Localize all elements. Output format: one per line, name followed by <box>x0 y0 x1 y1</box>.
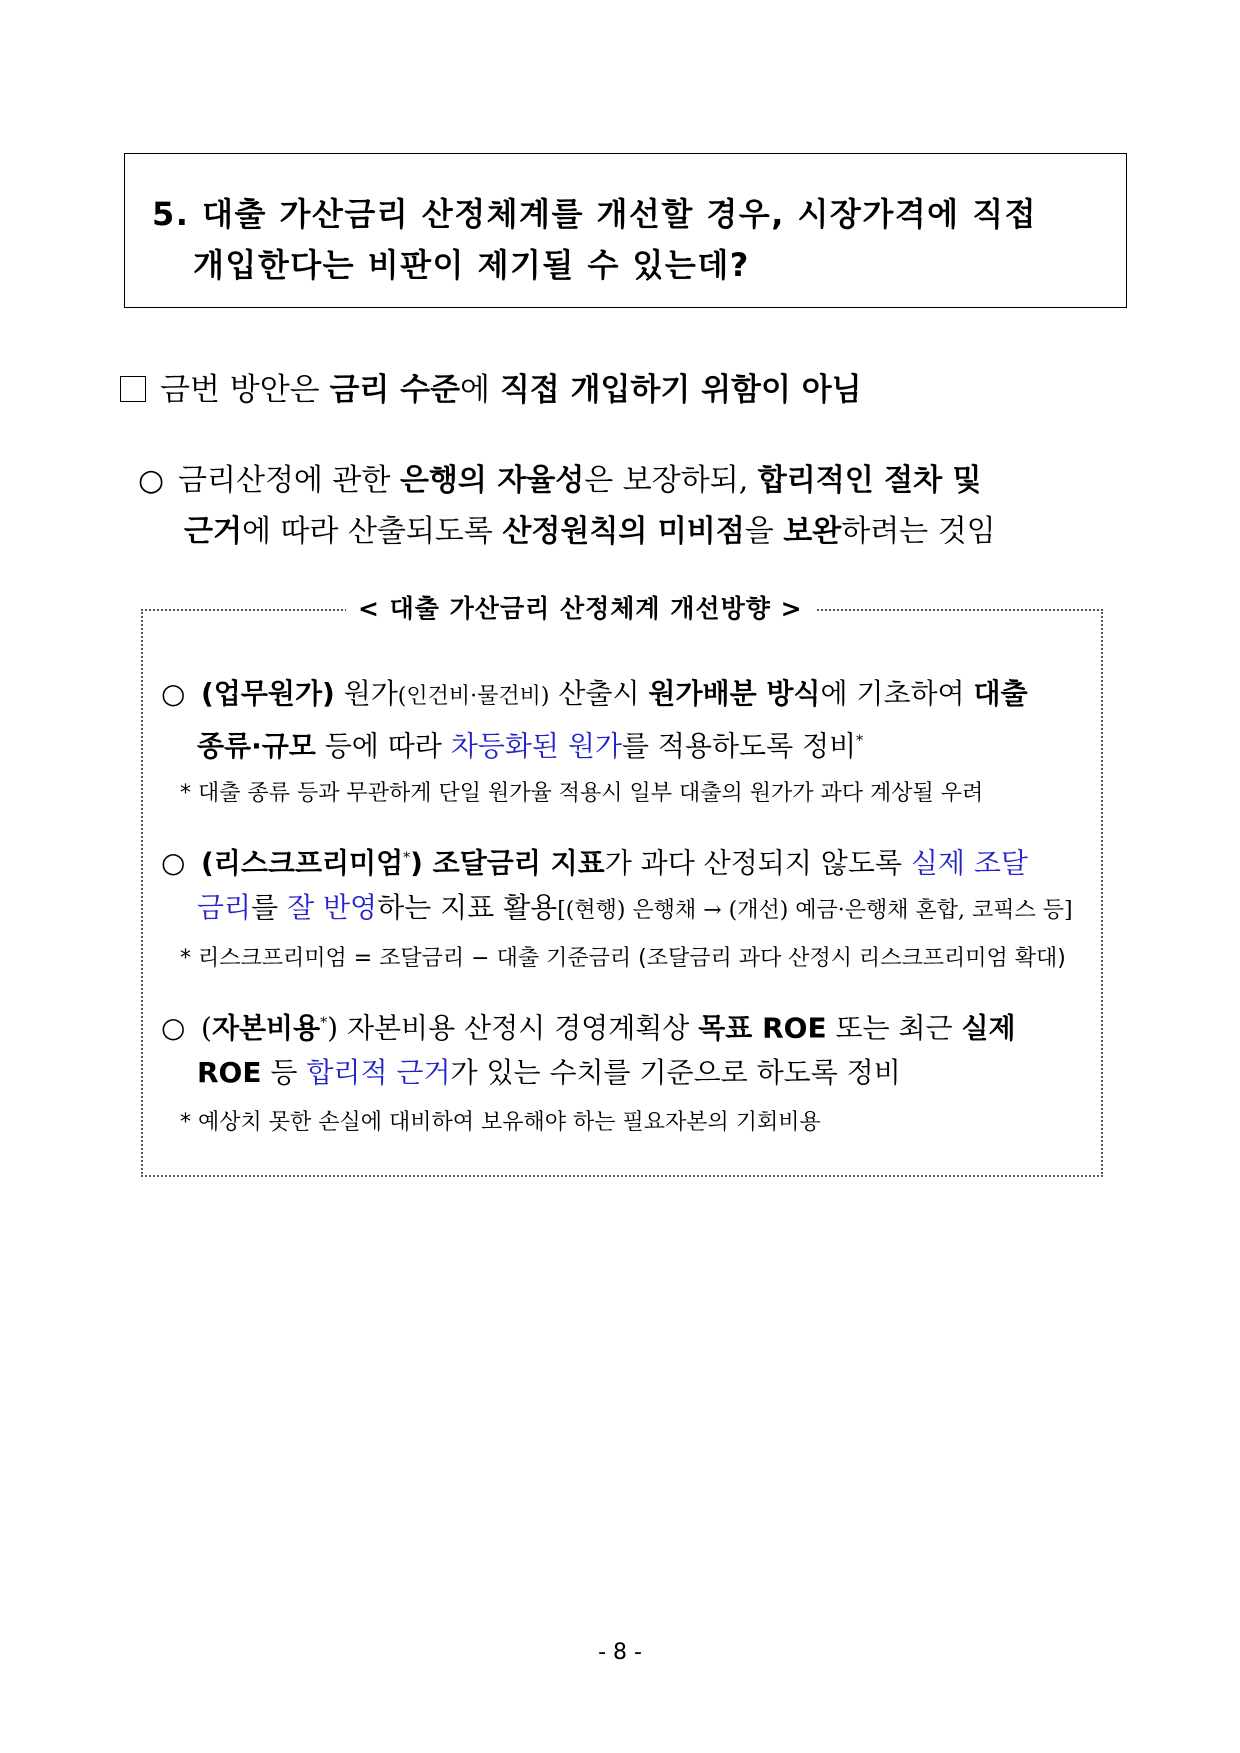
question-title <box>152 189 1116 291</box>
item-operating-cost: ○ (업무원가) 원가(인건비·물건비) 산출시 원가배분 방식에 기초하여 대출 종류·규모 등에 따라 차등화된 원가를 적용하도록 정비* <box>161 671 1091 768</box>
question-line-2: 개입한다는 비판이 제기될 수 있는데? <box>193 246 750 284</box>
footnote-capital-cost: * 예상치 못한 손실에 대비하여 보유해야 하는 필요자본의 기회비용 <box>180 1110 821 1135</box>
question-line-1: 5. 대출 가산금리 산정체계를 개선할 경우, 시장가격에 직접 <box>152 195 1038 233</box>
footnote-risk-premium: * 리스크프리미엄 = 조달금리 − 대출 기준금리 (조달금리 과다 산정시 리스크프리미엄 확대) <box>180 946 1066 971</box>
question-box <box>124 153 1127 308</box>
sub-point: ○ 금리산정에 관한 은행의 자율성은 보장하되, 합리적인 절차 및 근거에 따라 산출되도록 산정원칙의 미비점을 보완하려는 것임 <box>138 455 1126 557</box>
footnote-operating-cost: * 대출 종류 등과 무관하게 단일 원가율 적용시 일부 대출의 원가가 과다 계상될 우려 <box>180 781 984 806</box>
box-title: < 대출 가산금리 산정체계 개선방향 > <box>346 591 815 627</box>
item-risk-premium: ○ (리스크프리미엄*) 조달금리 지표가 과다 산정되지 않도록 실제 조달 금리를 잘 반영하는 지표 활용[(현행) 은행채 → (개선) 예금·은행채 혼합, 코픽스 등] <box>161 836 1091 933</box>
square-bullet-icon <box>120 376 146 402</box>
main-heading: 금번 방안은 금리 수준에 직접 개입하기 위함이 아님 <box>120 368 862 412</box>
improvement-box <box>141 594 1103 1177</box>
circle-bullet-icon: ○ <box>138 463 165 498</box>
circle-bullet-icon: ○ <box>161 846 186 880</box>
page-number: - 8 - <box>598 1640 642 1665</box>
circle-bullet-icon: ○ <box>161 1011 186 1045</box>
circle-bullet-icon: ○ <box>161 677 186 710</box>
item-capital-cost: ○ (자본비용*) 자본비용 산정시 경영계획상 목표 ROE 또는 최근 실제 ROE 등 합리적 근거가 있는 수치를 기준으로 하도록 정비 <box>161 1001 1091 1095</box>
